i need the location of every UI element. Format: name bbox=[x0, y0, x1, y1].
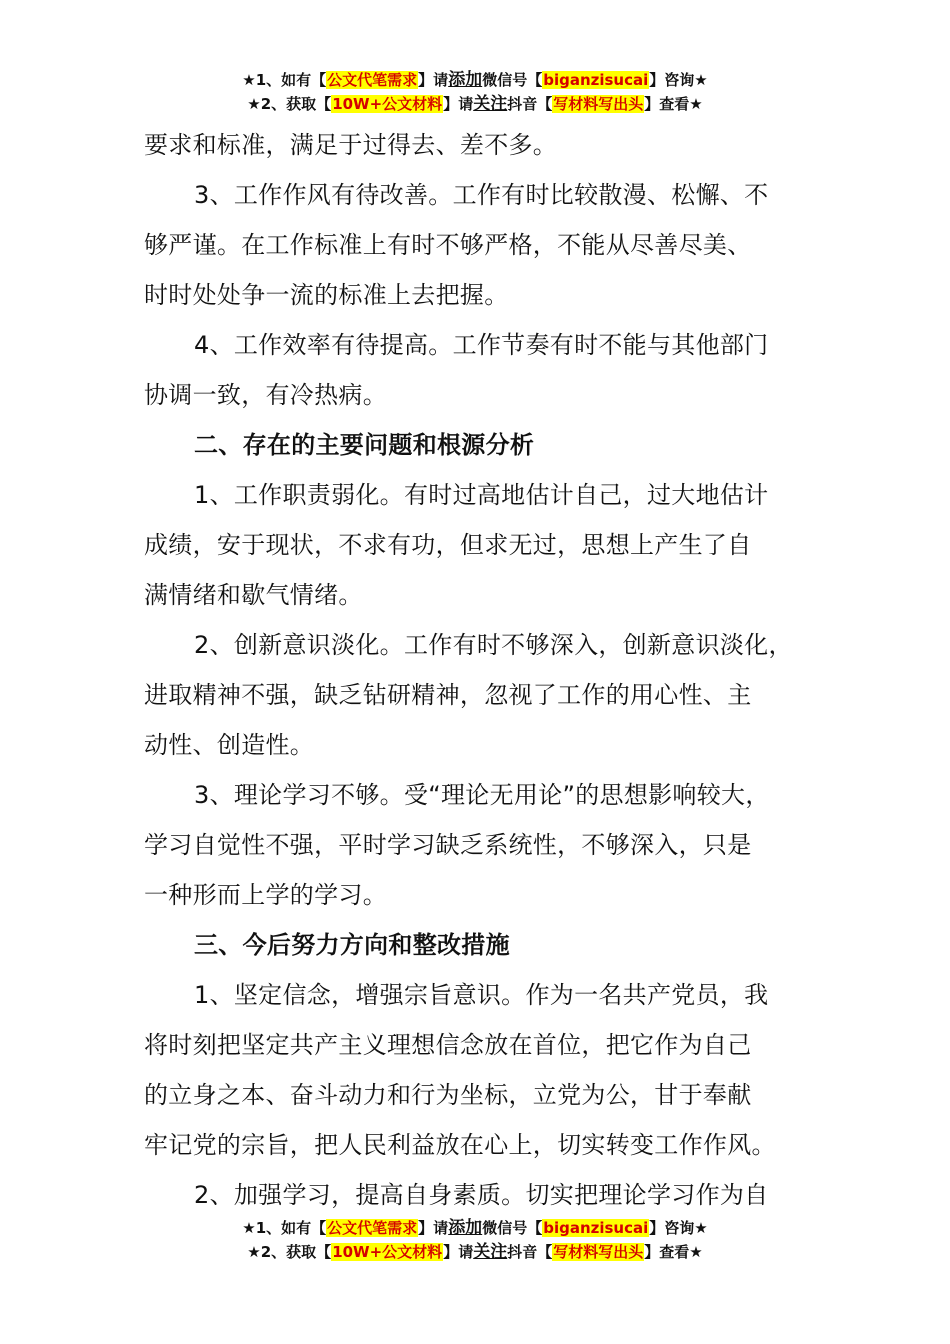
banner-emphasis: 关注 bbox=[473, 1242, 508, 1262]
banner-text: 】请 bbox=[443, 95, 474, 113]
text-line: 时时处处争一流的标准上去把握。 bbox=[144, 281, 509, 309]
banner-highlight: 公文代笔需求 bbox=[327, 71, 418, 89]
banner-highlight: biganzisucai bbox=[543, 71, 649, 89]
text-line: 牢记党的宗旨，把人民利益放在心上，切实转变工作作风。 bbox=[144, 1131, 776, 1159]
banner-highlight: 10W+公文材料 bbox=[332, 1243, 443, 1261]
banner-text: 微信号【 bbox=[482, 71, 543, 89]
banner-line-1 bbox=[0, 68, 950, 92]
text-line: 要求和标准，满足于过得去、差不多。 bbox=[144, 131, 558, 159]
text-line: 2、加强学习，提高自身素质。切实把理论学习作为自 bbox=[194, 1181, 769, 1209]
banner-text: 2、获取【 bbox=[260, 1243, 332, 1261]
banner-text: 】请 bbox=[418, 71, 449, 89]
banner-emphasis: 添加 bbox=[448, 70, 483, 90]
banner-line-2 bbox=[0, 92, 950, 116]
banner-emphasis: 关注 bbox=[473, 94, 508, 114]
text-line: 动性、创造性。 bbox=[144, 731, 315, 759]
paragraph bbox=[144, 470, 844, 620]
banner-text: 】咨询★ bbox=[649, 1219, 708, 1237]
heading-text: 三、今后努力方向和整改措施 bbox=[194, 931, 510, 959]
section-heading bbox=[144, 420, 844, 470]
paragraph bbox=[144, 970, 844, 1170]
paragraph bbox=[144, 320, 844, 420]
banner-text: 】请 bbox=[418, 1219, 449, 1237]
text-line: 进取精神不强，缺乏钻研精神，忽视了工作的用心性、主 bbox=[144, 681, 752, 709]
banner-highlight: 公文代笔需求 bbox=[327, 1219, 418, 1237]
banner-highlight: biganzisucai bbox=[543, 1219, 649, 1237]
header-banner bbox=[0, 68, 950, 116]
document-body bbox=[144, 120, 844, 1220]
banner-highlight: 写材料写出头 bbox=[553, 1243, 644, 1261]
text-line: 2、创新意识淡化。工作有时不够深入，创新意识淡化， bbox=[194, 631, 793, 659]
text-line: 1、工作职责弱化。有时过高地估计自己，过大地估计 bbox=[194, 481, 769, 509]
section-heading bbox=[144, 920, 844, 970]
paragraph bbox=[144, 620, 844, 770]
text-line: 的立身之本、奋斗动力和行为坐标，立党为公，甘于奉献 bbox=[144, 1081, 752, 1109]
text-line: 3、工作作风有待改善。工作有时比较散漫、松懈、不 bbox=[194, 181, 769, 209]
banner-text: 】查看★ bbox=[644, 95, 703, 113]
paragraph bbox=[144, 170, 844, 320]
banner-line-1 bbox=[0, 1216, 950, 1240]
paragraph bbox=[144, 1170, 844, 1220]
footer-banner bbox=[0, 1216, 950, 1264]
text-line: 协调一致，有冷热病。 bbox=[144, 381, 387, 409]
banner-highlight: 写材料写出头 bbox=[553, 95, 644, 113]
text-line: 将时刻把坚定共产主义理想信念放在首位，把它作为自己 bbox=[144, 1031, 752, 1059]
star-icon: ★ bbox=[242, 1219, 256, 1237]
text-line: 1、坚定信念，增强宗旨意识。作为一名共产党员，我 bbox=[194, 981, 769, 1009]
text-line: 成绩，安于现状，不求有功，但求无过，思想上产生了自 bbox=[144, 531, 752, 559]
banner-text: 】查看★ bbox=[644, 1243, 703, 1261]
star-icon: ★ bbox=[247, 1243, 261, 1261]
paragraph bbox=[144, 120, 844, 170]
text-line: 3、理论学习不够。受“理论无用论”的思想影响较大， bbox=[194, 781, 770, 809]
banner-highlight: 10W+公文材料 bbox=[332, 95, 443, 113]
banner-text: 抖音【 bbox=[507, 95, 553, 113]
banner-text: 】咨询★ bbox=[649, 71, 708, 89]
heading-text: 二、存在的主要问题和根源分析 bbox=[194, 431, 535, 459]
text-line: 4、工作效率有待提高。工作节奏有时不能与其他部门 bbox=[194, 331, 769, 359]
banner-text: 】请 bbox=[443, 1243, 474, 1261]
star-icon: ★ bbox=[247, 95, 261, 113]
banner-text: 微信号【 bbox=[482, 1219, 543, 1237]
text-line: 够严谨。在工作标准上有时不够严格，不能从尽善尽美、 bbox=[144, 231, 752, 259]
paragraph bbox=[144, 770, 844, 920]
text-line: 学习自觉性不强，平时学习缺乏系统性，不够深入，只是 bbox=[144, 831, 752, 859]
banner-line-2 bbox=[0, 1240, 950, 1264]
star-icon: ★ bbox=[242, 71, 256, 89]
banner-text: 抖音【 bbox=[507, 1243, 553, 1261]
text-line: 满情绪和歇气情绪。 bbox=[144, 581, 363, 609]
banner-emphasis: 添加 bbox=[448, 1218, 483, 1238]
banner-text: 1、如有【 bbox=[255, 71, 327, 89]
banner-text: 1、如有【 bbox=[255, 1219, 327, 1237]
text-line: 一种形而上学的学习。 bbox=[144, 881, 387, 909]
banner-text: 2、获取【 bbox=[260, 95, 332, 113]
